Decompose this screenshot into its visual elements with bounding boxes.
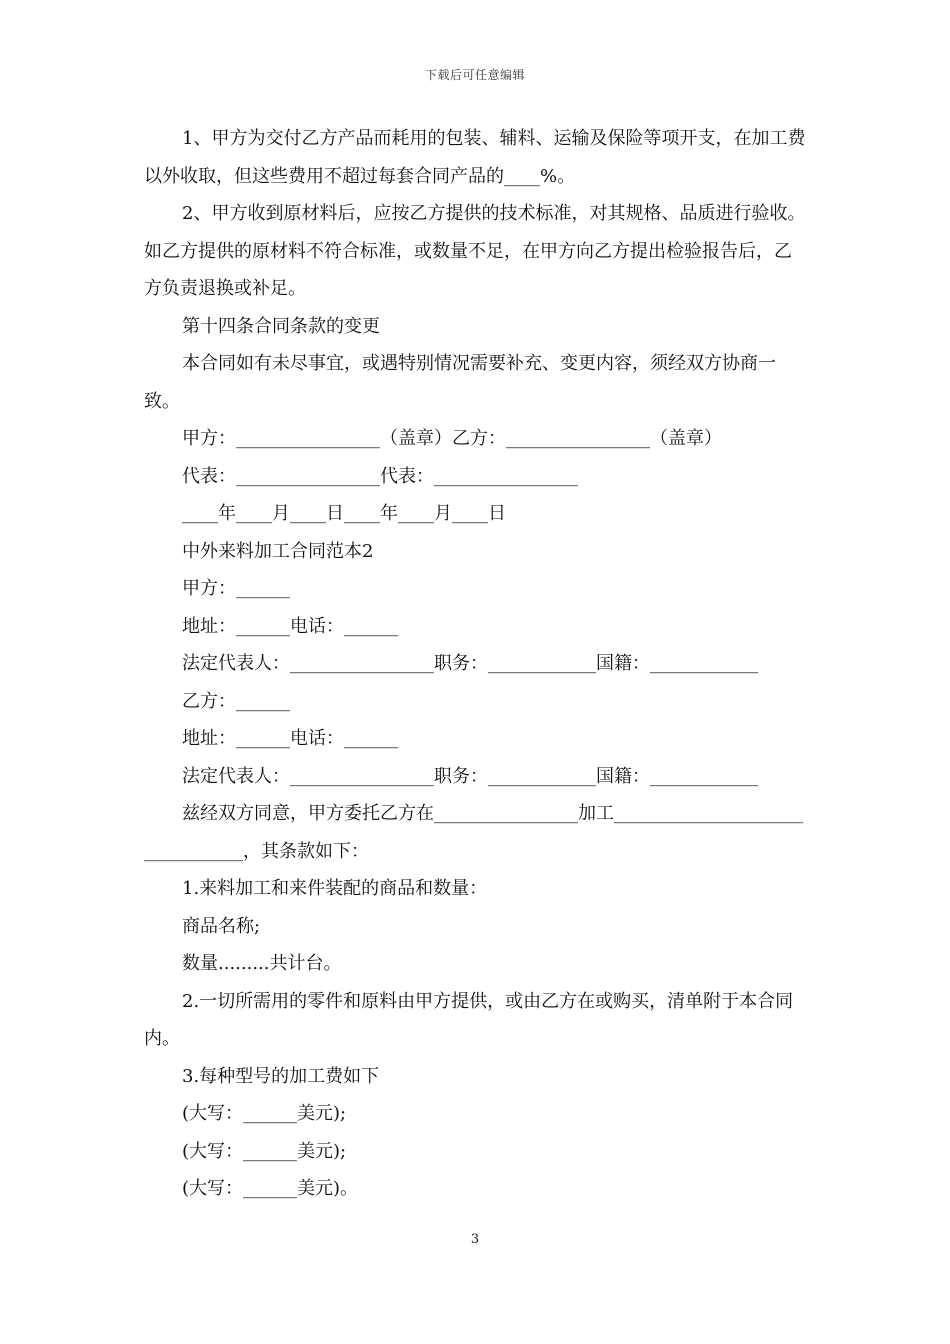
quantity-field: 数量.........共计台。 [182,953,342,974]
paragraph-packaging-costs: 1、甲方为交付乙方产品而耗用的包装、辅料、运输及保险等项开支，在加工费以外收取，但这些费用不超过每套合同产品的____%。 [144,128,806,187]
section-heading-article-14: 第十四条合同条款的变更 [182,315,380,337]
signature-line-parties: 甲方：________________（盖章）乙方：________________（盖章） [182,428,722,449]
party-a-field: 甲方：______ [182,578,290,599]
fee-line-1: (大写：______美元); [182,1103,347,1124]
party-a-address-phone-field: 地址：______电话：______ [182,615,398,637]
page-header-note: 下载后可任意编辑 [424,68,525,82]
contract-title-sample-2: 中外来料加工合同范本2 [182,540,374,562]
clause-3-processing-fees: 3.每种型号的加工费如下 [182,1065,380,1087]
party-b-address-phone-field: 地址：______电话：______ [182,728,398,749]
clause-2-parts-materials: 2.一切所需用的零件和原料由甲方提供，或由乙方在或购买，清单附于本合同内。 [144,990,794,1049]
party-a-legal-rep-field: 法定代表人：________________职务：____________国籍：____________ [182,653,758,674]
signature-line-representatives: 代表：________________代表：________________ [182,465,578,487]
document-body [144,120,808,1208]
party-b-legal-rep-field: 法定代表人：________________职务：____________国籍：____________ [182,765,758,787]
page-number: 3 [470,1232,480,1247]
paragraph-contract-amendment: 本合同如有未尽事宜，或遇特别情况需要补充、变更内容，须经双方协商一致。 [144,353,776,412]
paragraph-agreement-intro: 兹经双方同意，甲方委托乙方在________________加工________________________________，其条款如下： [144,803,803,862]
fee-line-3: (大写：______美元)。 [182,1178,359,1199]
goods-name-field: 商品名称; [182,915,261,937]
clause-1-goods-quantity: 1.来料加工和来件装配的商品和数量： [182,878,488,899]
paragraph-material-inspection: 2、甲方收到原材料后，应按乙方提供的技术标准，对其规格、品质进行验收。如乙方提供的原材料不符合标准，或数量不足，在甲方向乙方提出检验报告后，乙方负责退换或补足。 [144,203,806,299]
signature-line-dates: ____年____月____日____年____月____日 [182,503,506,524]
party-b-field: 乙方：______ [182,690,290,712]
fee-line-2: (大写：______美元); [182,1140,347,1162]
